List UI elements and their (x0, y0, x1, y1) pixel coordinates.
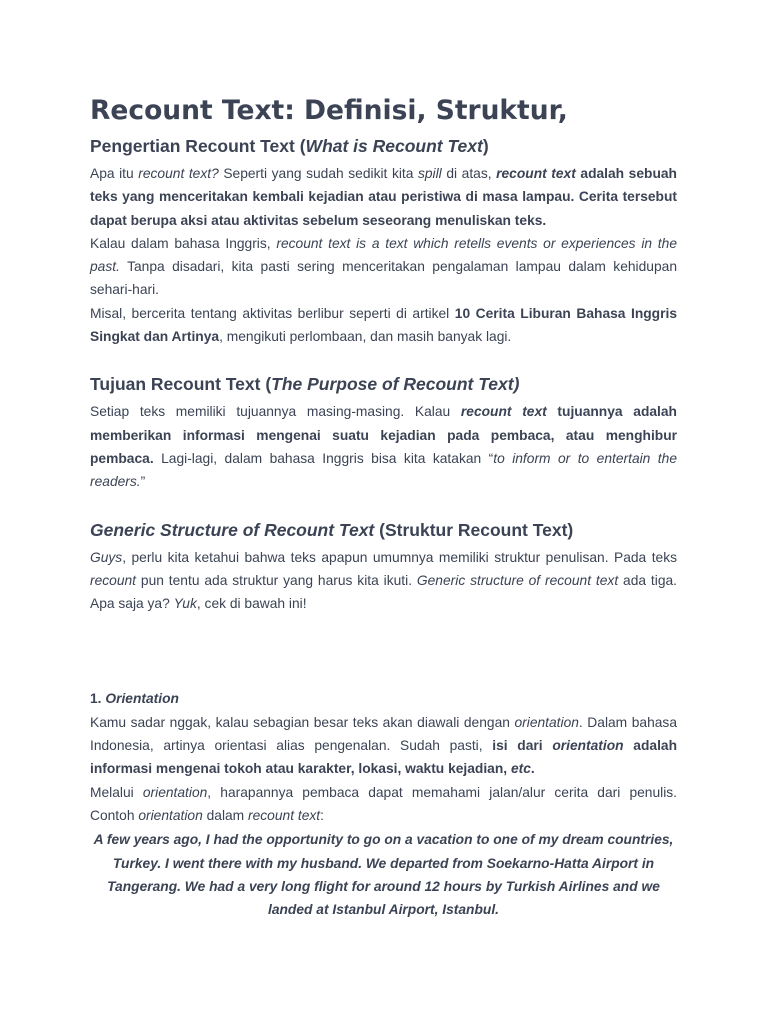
paragraph-tujuan-1: Setiap teks memiliki tujuannya masing-masing. Kalau recount text tujuannya adalah memberikan informasi mengenai suatu kejadian pada pembaca, atau menghibur pembaca. Lagi-lagi, dalam bahasa Inggris bisa kita katakan “to inform or to entertain the readers.” (90, 404, 677, 490)
article-body (90, 94, 677, 921)
paragraph-pengertian-2: Kalau dalam bahasa Inggris, recount text is a text which retells events or experiences in the past. Tanpa disadari, kita pasti sering menceritakan pengalaman lampau dalam kehidupan sehari-hari. (90, 235, 677, 298)
heading-tujuan: Tujuan Recount Text (The Purpose of Recount Text) (90, 374, 520, 395)
page-title: Recount Text: Definisi, Struktur, (90, 95, 568, 126)
paragraph-pengertian-3: Misal, bercerita tentang aktivitas berlibur seperti di artikel 10 Cerita Liburan Bahasa Inggris Singkat dan Artinya, mengikuti perlombaan, dan masih banyak lagi. (90, 305, 677, 345)
paragraph-orientation-2: Melalui orientation, harapannya pembaca dapat memahami jalan/alur cerita dari penulis. Contoh orientation dalam recount text: (90, 784, 677, 823)
article-link-cerita-liburan[interactable]: 10 Cerita Liburan Bahasa Inggris Singkat dan Artinya (90, 305, 677, 345)
paragraph-orientation-1: Kamu sadar nggak, kalau sebagian besar teks akan diawali dengan orientation. Dalam bahasa Indonesia, artinya orientasi alias pengenalan. Sudah pasti, isi dari orientation adalah informasi mengenai tokoh atau karakter, lokasi, waktu kejadian, etc. (90, 714, 678, 777)
example-quote-orientation: A few years ago, I had the opportunity to go on a vacation to one of my dream countries, Turkey. I went there with my husband. We departed from Soekarno-Hatta Airport in Tangerang. We had a very long flight for around 12 hours by Turkish Airlines and we landed at Istanbul Airport, Istanbul. (93, 832, 674, 918)
heading-generic-structure: Generic Structure of Recount Text (Struktur Recount Text) (90, 519, 574, 540)
paragraph-pengertian-1: Apa itu recount text? Seperti yang sudah sedikit kita spill di atas, recount text adalah sebuah teks yang menceritakan kembali kejadian atau peristiwa di masa lampau. Cerita tersebut dapat berupa aksi atau aktivitas sebelum seseorang menuliskan teks. (90, 166, 677, 228)
paragraph-generic-structure-1: Guys, perlu kita ketahui bahwa teks apapun umumnya memiliki struktur penulisan. Pada teks recount pun tentu ada struktur yang harus kita ikuti. Generic structure of recount text ada tiga. Apa saja ya? Yuk, cek di bawah ini! (90, 549, 678, 612)
numbered-heading-orientation: 1. Orientation (90, 691, 179, 707)
heading-pengertian: Pengertian Recount Text (What is Recount Text) (90, 136, 489, 156)
